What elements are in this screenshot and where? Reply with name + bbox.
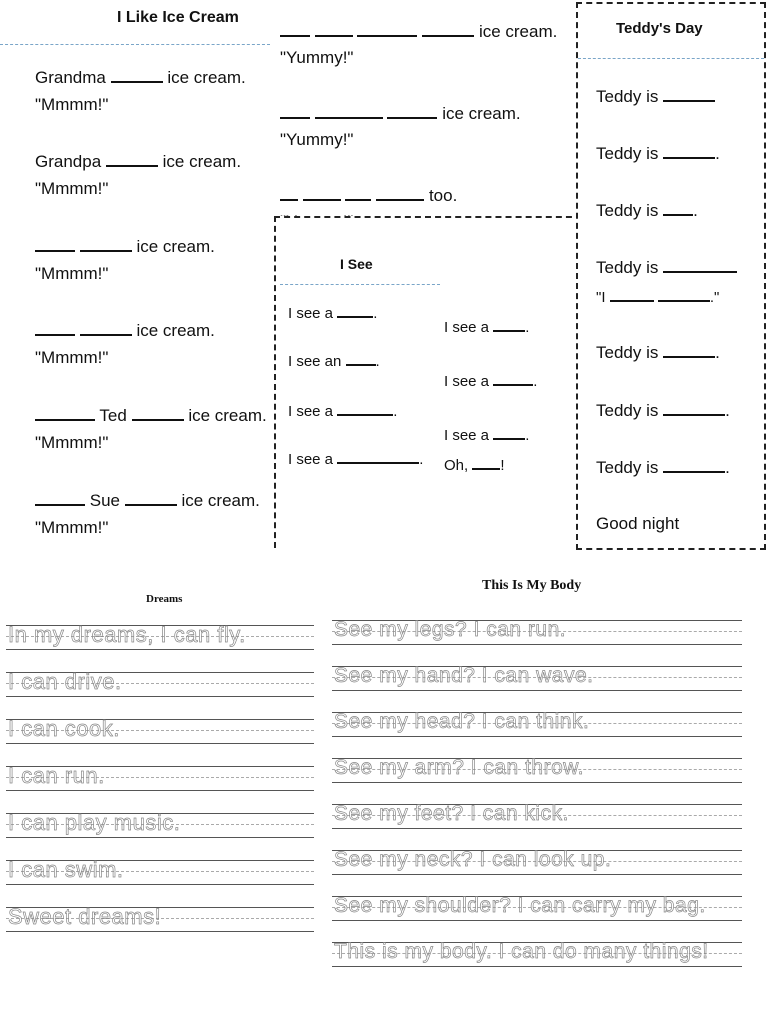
ice-cream-title: I Like Ice Cream — [117, 9, 239, 26]
ice-cream-line-6: "Mmmm!" — [35, 264, 109, 283]
blank — [337, 302, 373, 318]
blank — [280, 185, 298, 201]
i-see-right-1: I see a . — [444, 316, 529, 338]
tracing-sentence: I can play music. — [8, 810, 181, 835]
blank — [35, 490, 85, 506]
teddys-day-worksheet — [576, 2, 766, 550]
blank — [346, 350, 376, 366]
teddy-line-4: Teddy is — [596, 257, 737, 278]
tracing-sentence: In my dreams, I can fly. — [8, 622, 246, 647]
teddy-line-6: Teddy is . — [596, 401, 730, 420]
ice-cream-line-7: ice cream. — [35, 320, 215, 341]
blank — [610, 286, 654, 302]
blank — [422, 21, 474, 37]
tracing-sentence: I can swim. — [8, 857, 124, 882]
teddy-line-5: Teddy is . — [596, 343, 720, 362]
tracing-sentence: See my neck? I can look up. — [334, 848, 612, 871]
i-see-left-3: I see a . — [288, 400, 397, 422]
blank — [280, 21, 310, 37]
blank — [472, 454, 500, 470]
guide-line-base — [6, 696, 314, 697]
blank — [280, 103, 310, 119]
body-worksheet — [326, 570, 746, 980]
ice-cream-line-1: Grandma ice cream. — [35, 68, 246, 87]
blank — [111, 67, 163, 83]
guide-line-base — [332, 690, 742, 691]
blank — [663, 143, 715, 159]
teddy-line-3: Teddy is . — [596, 201, 698, 220]
body-title: This Is My Body — [482, 578, 582, 593]
tracing-sentence: I can cook. — [8, 716, 120, 741]
ice-cream-line-12: "Mmmm!" — [35, 518, 109, 537]
blank — [658, 286, 710, 302]
ice-cream-line-5: ice cream. — [35, 236, 215, 257]
blank — [663, 400, 725, 416]
i-see-right-3: I see a . — [444, 424, 529, 446]
blank — [106, 151, 158, 167]
ice-cream-line-8: "Mmmm!" — [35, 348, 109, 367]
dreams-worksheet — [0, 585, 322, 955]
guide-line-base — [6, 837, 314, 838]
tracing-sentence: See my hand? I can wave. — [334, 664, 594, 687]
teddy-line-1: Teddy is — [596, 86, 715, 107]
guide-line-base — [6, 790, 314, 791]
blank — [345, 185, 371, 201]
blank — [80, 320, 132, 336]
title-divider — [578, 58, 764, 59]
guide-line-base — [332, 828, 742, 829]
cont-line-1: ice cream. — [280, 21, 557, 42]
i-see-left-4: I see a . — [288, 448, 423, 470]
guide-line-base — [6, 649, 314, 650]
ice-cream-line-9: Ted ice cream. — [35, 405, 267, 426]
guide-line-base — [332, 644, 742, 645]
i-see-right-2: I see a . — [444, 370, 537, 392]
blank — [337, 448, 419, 464]
guide-line-base — [332, 920, 742, 921]
guide-line-base — [332, 782, 742, 783]
guide-line-base — [6, 743, 314, 744]
blank — [132, 405, 184, 421]
cont-line-3: ice cream. — [280, 103, 521, 124]
tracing-sentence: See my feet? I can kick. — [334, 802, 569, 825]
blank — [663, 457, 725, 473]
ice-cream-line-11: Sue ice cream. — [35, 490, 260, 511]
ice-cream-line-4: "Mmmm!" — [35, 179, 109, 198]
blank — [493, 316, 525, 332]
blank — [35, 405, 95, 421]
tracing-sentence: This is my body. I can do many things! — [334, 940, 709, 963]
blank — [315, 103, 383, 119]
teddy-line-2: Teddy is . — [596, 144, 720, 163]
guide-line-base — [332, 966, 742, 967]
cont-line-2: "Yummy!" — [280, 48, 354, 67]
ice-cream-line-2: "Mmmm!" — [35, 95, 109, 114]
title-divider — [0, 44, 270, 45]
i-see-worksheet — [274, 216, 582, 548]
tracing-sentence: I can run. — [8, 763, 105, 788]
blank — [337, 400, 393, 416]
ice-cream-line-10: "Mmmm!" — [35, 433, 109, 452]
blank — [493, 424, 525, 440]
blank — [125, 490, 177, 506]
blank — [35, 236, 75, 252]
guide-line-base — [6, 884, 314, 885]
blank — [663, 342, 715, 358]
blank — [663, 257, 737, 273]
guide-line-base — [6, 931, 314, 932]
title-divider — [280, 284, 440, 285]
tracing-sentence: See my shoulder? I can carry my bag. — [334, 894, 706, 917]
blank — [663, 200, 693, 216]
tracing-sentence: Sweet dreams! — [8, 904, 162, 929]
tracing-sentence: See my legs? I can run. — [334, 618, 567, 641]
guide-line-base — [332, 874, 742, 875]
cont-line-5: too. — [280, 185, 457, 206]
i-see-right-4: Oh, ! — [444, 454, 505, 476]
teddy-line-7: Teddy is . — [596, 458, 730, 477]
cont-line-4: "Yummy!" — [280, 130, 354, 149]
i-see-left-2: I see an . — [288, 350, 380, 372]
tracing-sentence: See my head? I can think. — [334, 710, 590, 733]
blank — [493, 370, 533, 386]
blank — [315, 21, 353, 37]
i-see-title: I See — [340, 256, 373, 272]
ice-cream-line-3: Grandpa ice cream. — [35, 152, 242, 171]
dreams-title: Dreams — [146, 593, 183, 605]
teddy-closing: Good night — [596, 514, 680, 533]
tracing-sentence: See my arm? I can throw. — [334, 756, 585, 779]
tracing-sentence: I can drive. — [8, 669, 122, 694]
teddy-title: Teddy's Day — [616, 20, 703, 37]
blank — [387, 103, 437, 119]
teddy-quote-line: "I ." — [596, 286, 719, 308]
blank — [80, 236, 132, 252]
blank — [663, 86, 715, 102]
i-see-left-1: I see a . — [288, 302, 377, 324]
blank — [357, 21, 417, 37]
blank — [35, 320, 75, 336]
blank — [303, 185, 341, 201]
blank — [376, 185, 424, 201]
guide-line-base — [332, 736, 742, 737]
